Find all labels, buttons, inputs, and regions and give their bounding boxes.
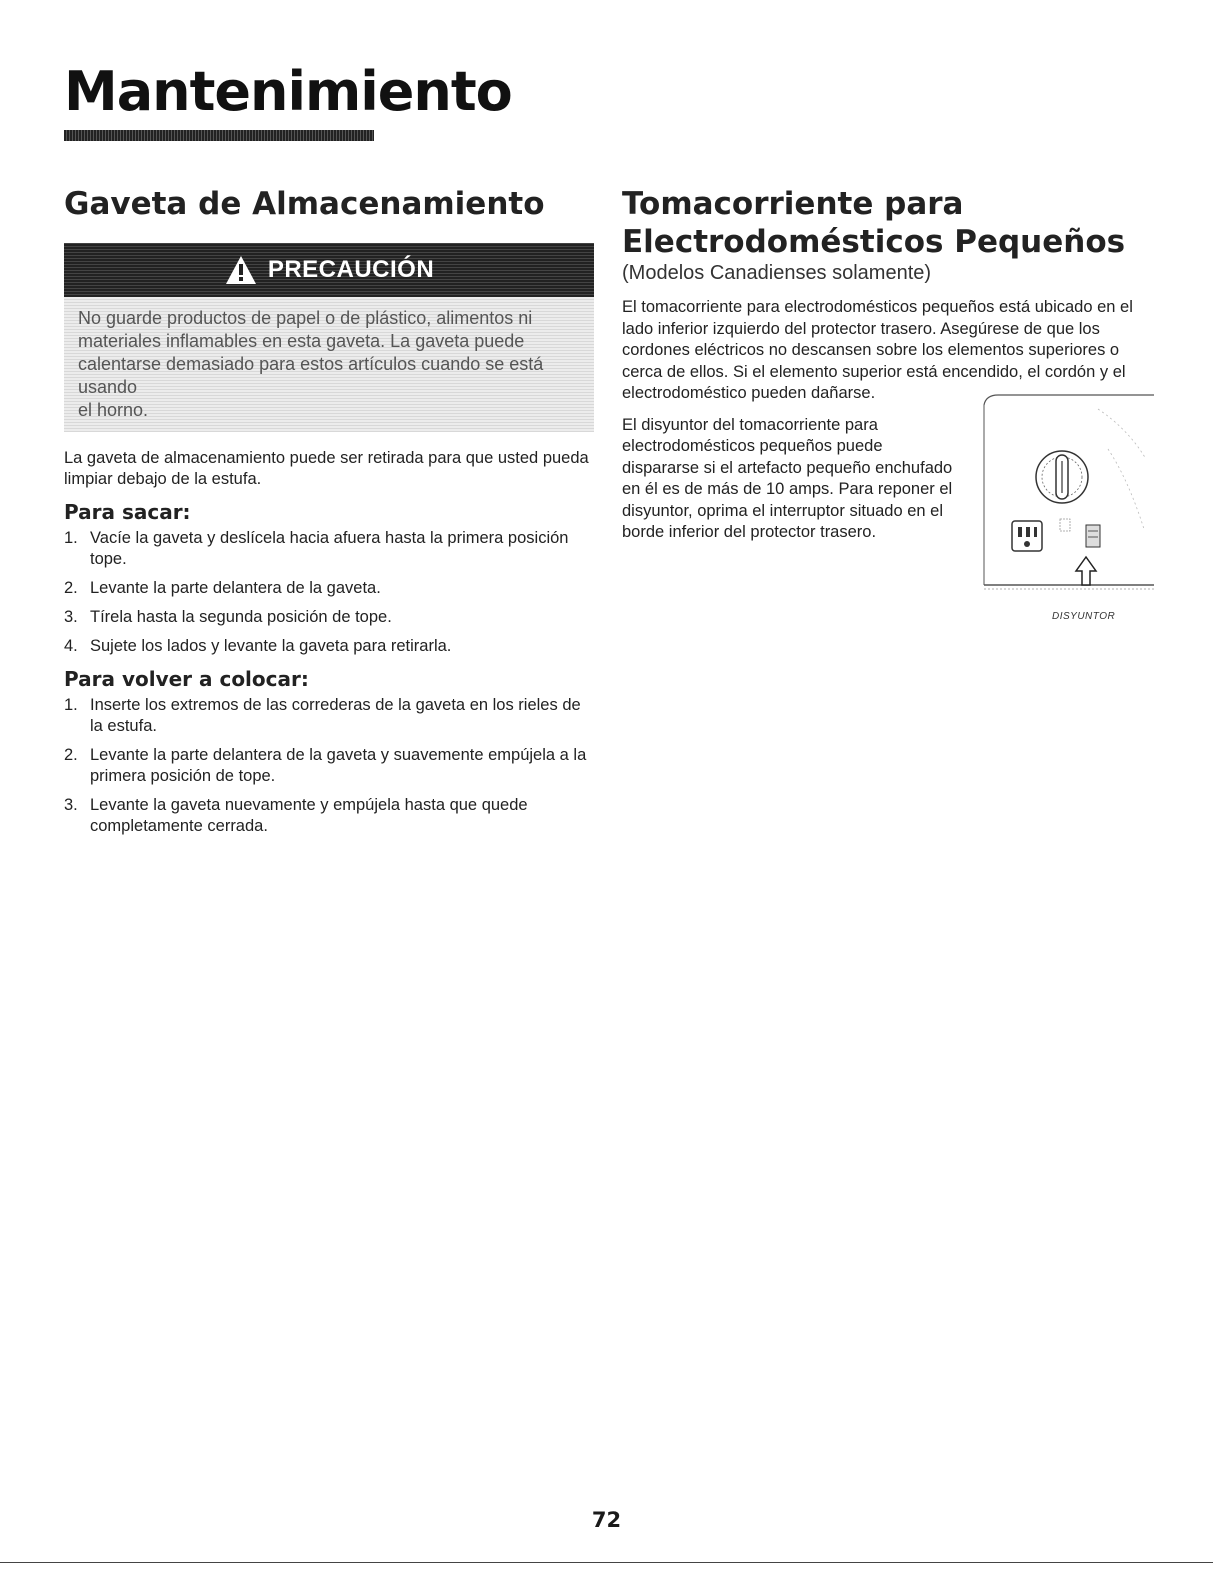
- list-item: 2. Levante la parte delantera de la gaveta y suavemente empújela a la primera posición de tope.: [64, 746, 587, 785]
- drawer-intro: La gaveta de almacenamiento puede ser retirada para que usted pueda limpiar debajo de la estufa.: [64, 449, 589, 488]
- drawer-heading: Gaveta de Almacenamiento: [64, 186, 545, 222]
- footer-divider: [0, 1562, 1213, 1563]
- list-item: 2. Levante la parte delantera de la gaveta.: [64, 579, 381, 597]
- title-underline: [64, 130, 374, 141]
- page-number: 72: [591, 1508, 622, 1532]
- outlet-subtitle: (Modelos Canadienses solamente): [622, 262, 932, 284]
- replace-heading: Para volver a colocar:: [64, 667, 309, 691]
- breaker-label: DISYUNTOR: [1052, 610, 1116, 622]
- breaker-text: El disyuntor del tomacorriente para electrodomésticos pequeños puede dispararse si el artefacto pequeño enchufado en él es de más de 10 amps. Para reponer el disyuntor, oprima el interruptor situado en el borde inferior del protector trasero.: [622, 415, 953, 541]
- list-item: 4. Sujete los lados y levante la gaveta para retirarla.: [64, 637, 452, 655]
- warning-triangle-icon: [224, 254, 258, 286]
- caution-line: el horno.: [78, 400, 149, 420]
- caution-line: No guarde productos de papel o de plástico, alimentos ni: [78, 308, 533, 328]
- control-knob-icon: [1036, 451, 1088, 503]
- right-column: [622, 185, 1152, 622]
- caution-line: calentarse demasiado para estos artículos cuando se está usando: [78, 354, 544, 397]
- page-title: Mantenimiento: [64, 60, 512, 123]
- replace-steps: [64, 695, 594, 837]
- caution-title: PRECAUCIÓN: [267, 256, 435, 283]
- list-item: 3. Levante la gaveta nuevamente y empújela hasta que quede completamente cerrada.: [64, 796, 528, 835]
- outlet-heading: Tomacorriente para Electrodomésticos Pequeños: [622, 186, 1126, 260]
- left-column: [64, 185, 594, 845]
- caution-box: [64, 243, 594, 432]
- breaker-section: [622, 415, 1152, 622]
- remove-heading: Para sacar:: [64, 500, 191, 524]
- list-item: 3. Tírela hasta la segunda posición de tope.: [64, 608, 392, 626]
- list-item: 1. Vacíe la gaveta y deslícela hacia afuera hasta la primera posición tope.: [64, 529, 569, 568]
- outlet-intro: El tomacorriente para electrodomésticos pequeños está ubicado en el lado inferior izquierdo del protector trasero. Asegúrese de que los cordones eléctricos no descansen sobre los elementos superiores o cerca de ellos. Si el elemento superior está encendido, el cordón y el electrodoméstico pueden dañarse.: [622, 298, 1133, 402]
- list-item: 1. Inserte los extremos de las correderas de la gaveta en los rieles de la estufa.: [64, 696, 581, 735]
- backguard-outlet-illustration: [978, 389, 1154, 619]
- remove-steps: [64, 528, 594, 657]
- caution-line: materiales inflamables en esta gaveta. La gaveta puede: [78, 331, 525, 351]
- caution-header: [64, 243, 594, 297]
- caution-text: [64, 297, 594, 432]
- breaker-switch-icon: [1086, 525, 1100, 547]
- arrow-up-icon: [1076, 557, 1096, 585]
- outlet-icon: [1012, 521, 1042, 551]
